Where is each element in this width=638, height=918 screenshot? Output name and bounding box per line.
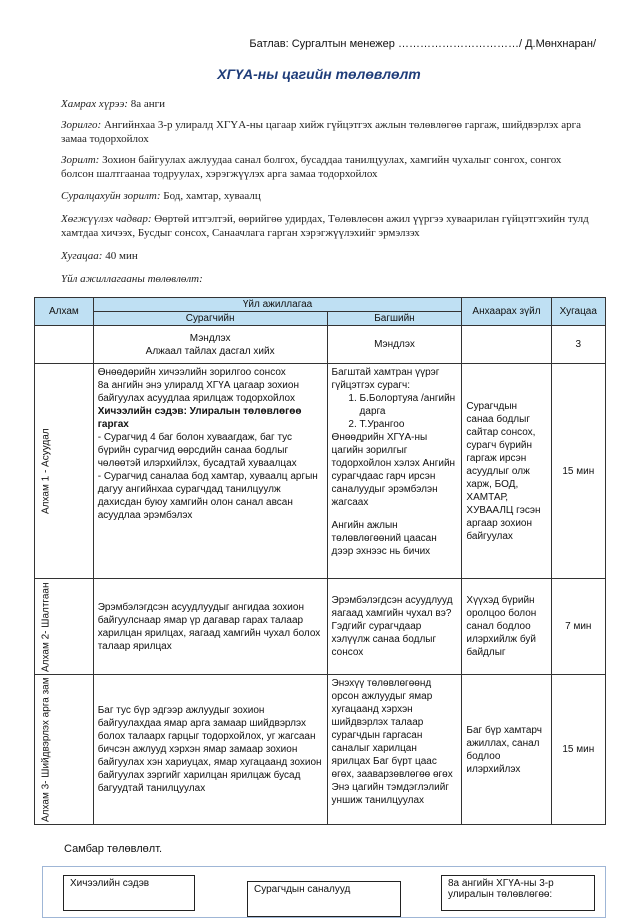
objective-line: [61, 153, 596, 181]
step1-student-p5: - Сурагчид саналаа бод хамтар, хуваалц аргын дагуу ангийнхаа сурагчдад танилцуулж дахисдан буюу хамгийн олон санал авсан асуудлаа эрэмбэлэх: [97, 471, 318, 521]
header-attention: Анхаарах зүйл: [462, 298, 551, 326]
tools-label: Суралцахуйн зорилт:: [61, 190, 161, 202]
step3-time: 15 мин: [551, 675, 605, 825]
board-layout: [42, 866, 606, 918]
step2-label: Алхам 2- Шалтгаан: [35, 579, 94, 675]
greeting-time: 3: [551, 326, 605, 364]
step2-attention: Хүүхэд бүрийн оролцоо болон санал бодлоо илэрхийлж буй байдлыг: [462, 579, 551, 675]
step1-student-p2: 8а ангийн энэ улиралд ХГҮА цагаар зохион байгуулах асуудлаа ярилцаж тодорхойлох: [97, 380, 299, 404]
audience-label: Хамрах хүрээ:: [61, 98, 128, 110]
table-row-greeting: [35, 326, 606, 364]
duration-value: 40 мин: [102, 250, 138, 262]
skills-value: Өөртөй итгэлтэй, өөрийгөө удирдах, Төлөвлөсөн ажил үүргээ хуваарилан гүйцэтгэхийн тулд хамтдаа хичээх, Бусдыг сонсох, Санаачлага гарган хэрэгжүүлэхийг эрмэлзэх: [61, 213, 589, 239]
step3-student: Баг тус бүр эдгээр ажлуудыг зохион байгуулахдаа ямар арга замаар шийдвэрлэх болох талаарх гарцыг тодорхойлох, уг жагсаан бичсэн ажлууд хэрхэн ямар замаар зохион байгуулах хэн хариуцах, ямар хугацаанд зохион байгуулах зэргийг харилцан ярилцаж бусад багуудтай танилцуулах: [93, 675, 327, 825]
step1-student-topic: Хичээлийн сэдэв: Улиралын төлөвлөгөө гаргах: [97, 406, 302, 430]
objective-value: Зохион байгуулах ажлуудаа санал болгох, бусаддаа танилцуулах, хамгийн чухалыг сонгох, сонгох болсон шалтгаанаа тодруулах, хэрэгжүүлэх арга замаа тодорхойлох: [61, 154, 562, 180]
duration-label: Хугацаа:: [61, 250, 103, 262]
duration-line: [61, 249, 596, 263]
step1-student-p4: - Сурагчид 4 баг болон хуваагдаж, баг тус бүрийн сурагчид өөрсдийн санаа бодлыг чөлөөтэй илэрхийлэх, бусадтай хуваалцах: [97, 432, 297, 469]
goal-value: Ангийнхаа 3-р улиралд ХГҮА-ны цагаар хийж гүйцэтгэх ажлын төлөвлөгөө гаргаж, шийдвэрлэх арга замаа тодорхойлох: [61, 119, 582, 145]
greeting-student: [93, 326, 327, 364]
header-activity: Үйл ажиллагаа: [93, 298, 462, 312]
step1-teacher: [327, 364, 462, 579]
greeting-student-line1: Мэндлэх: [189, 332, 231, 344]
header-time: Хугацаа: [551, 298, 605, 326]
step1-teacher-intro: Багштай хамтран үүрэг гүйцэтгэх сурагч:: [331, 367, 440, 391]
greeting-teacher: Мэндлэх: [327, 326, 462, 364]
list-item: 1. Б.Болортуяа /ангийн дарга: [360, 392, 458, 418]
board-box-proposals: Сурагчдын саналууд: [247, 881, 401, 917]
header-student: Сурагчийн: [93, 312, 327, 326]
step2-teacher: Эрэмбэлэгдсэн асуудлууд яагаад хамгийн чухал вэ? Гэдгийг сурагчдаар хэлүүлж санаа бодлыг сонсох: [327, 579, 462, 675]
step3-label: Алхам 3- Шийдвэрлэх арга зам: [35, 675, 94, 825]
tools-line: [61, 189, 596, 203]
activity-table: [34, 297, 606, 825]
objective-label: Зорилт:: [61, 154, 100, 166]
board-box-plan: 8а ангийн ХГҮА-ны 3-р улиралын төлөвлөгөө:: [441, 875, 595, 911]
goal-line: [61, 118, 596, 146]
board-box-topic: Хичээлийн сэдэв: [63, 875, 195, 911]
step1-teacher-p2: Өнөөдрийн ХГҮА-ны цагийн зорилгыг тодорхойлон хэлэх Ангийн сурагчдаас гарч ирсэн саналуудыг эрэмбэлэн жагсаах: [331, 432, 456, 508]
skills-line: [61, 212, 596, 240]
goal-label: Зорилго:: [61, 119, 102, 131]
table-row-step3: [35, 675, 606, 825]
greeting-student-line2: Алжаал тайлах дасгал хийх: [145, 345, 275, 357]
step3-attention: Баг бүр хамтарч ажиллах, санал бодлоо илэрхийлэх: [462, 675, 551, 825]
step1-label: Алхам 1 - Асуудал: [35, 364, 94, 579]
header-step: Алхам: [35, 298, 94, 326]
step1-teacher-list: [332, 392, 458, 431]
skills-label: Хөгжүүлэх чадвар:: [61, 213, 152, 225]
step1-teacher-p3: Ангийн ажлын төлөвлөгөөний цаасан дээр эхнээс нь бичих: [331, 520, 437, 557]
page-title: ХГҮА-ны цагийн төлөвлөлт: [217, 66, 421, 82]
board-plan-note: Самбар төлөвлөлт.: [64, 843, 163, 855]
header-teacher: Багшийн: [327, 312, 462, 326]
step2-time: 7 мин: [551, 579, 605, 675]
plan-label: Үйл ажиллагааны төлөвлөлт:: [61, 273, 203, 285]
table-row-step2: [35, 579, 606, 675]
approval-line: Батлав: Сургалтын менежер ……………………………/ Д.Мөнхнаран/: [249, 38, 596, 50]
step1-student: [93, 364, 327, 579]
step2-student: Эрэмбэлэгдсэн асуудлуудыг ангидаа зохион байгуулснаар ямар үр дагавар гарах талаар харилцан ярилцах, яагаад хамгийн чухал болох талаар ярилцах: [93, 579, 327, 675]
greeting-attention: [462, 326, 551, 364]
audience-line: [61, 97, 596, 111]
step1-time: 15 мин: [551, 364, 605, 579]
step1-attention: Сурагчдын санаа бодлыг сайтар сонсох, сурагч бүрийн гаргаж ирсэн асуудлыг олж харж, БОД, ХАМТАР, ХУВААЛЦ гэсэн аргаар зохион байгуулах: [462, 364, 551, 579]
greeting-step: [35, 326, 94, 364]
audience-value: 8а анги: [127, 98, 166, 110]
step1-student-p1: Өнөөдөрийн хичээлийн зорилгоо сонсох: [97, 367, 286, 378]
plan-line: [61, 272, 596, 286]
tools-value: Бод, хамтар, хуваалц: [160, 190, 261, 202]
list-item: 2. Т.Урангоо: [360, 418, 458, 431]
step3-teacher: Энэхүү төлөвлөгөөнд орсон ажлуудыг ямар хугацаанд хэрхэн шийдвэрлэх талаар сурагчдын гаргасан саналыг харилцан ярилцах Баг бүрт цаас өгөх, зааварзөвлөгөө өгөх Энэ цагийн тэмдэглэлийг уншиж танилцуулах: [327, 675, 462, 825]
table-row-step1: [35, 364, 606, 579]
